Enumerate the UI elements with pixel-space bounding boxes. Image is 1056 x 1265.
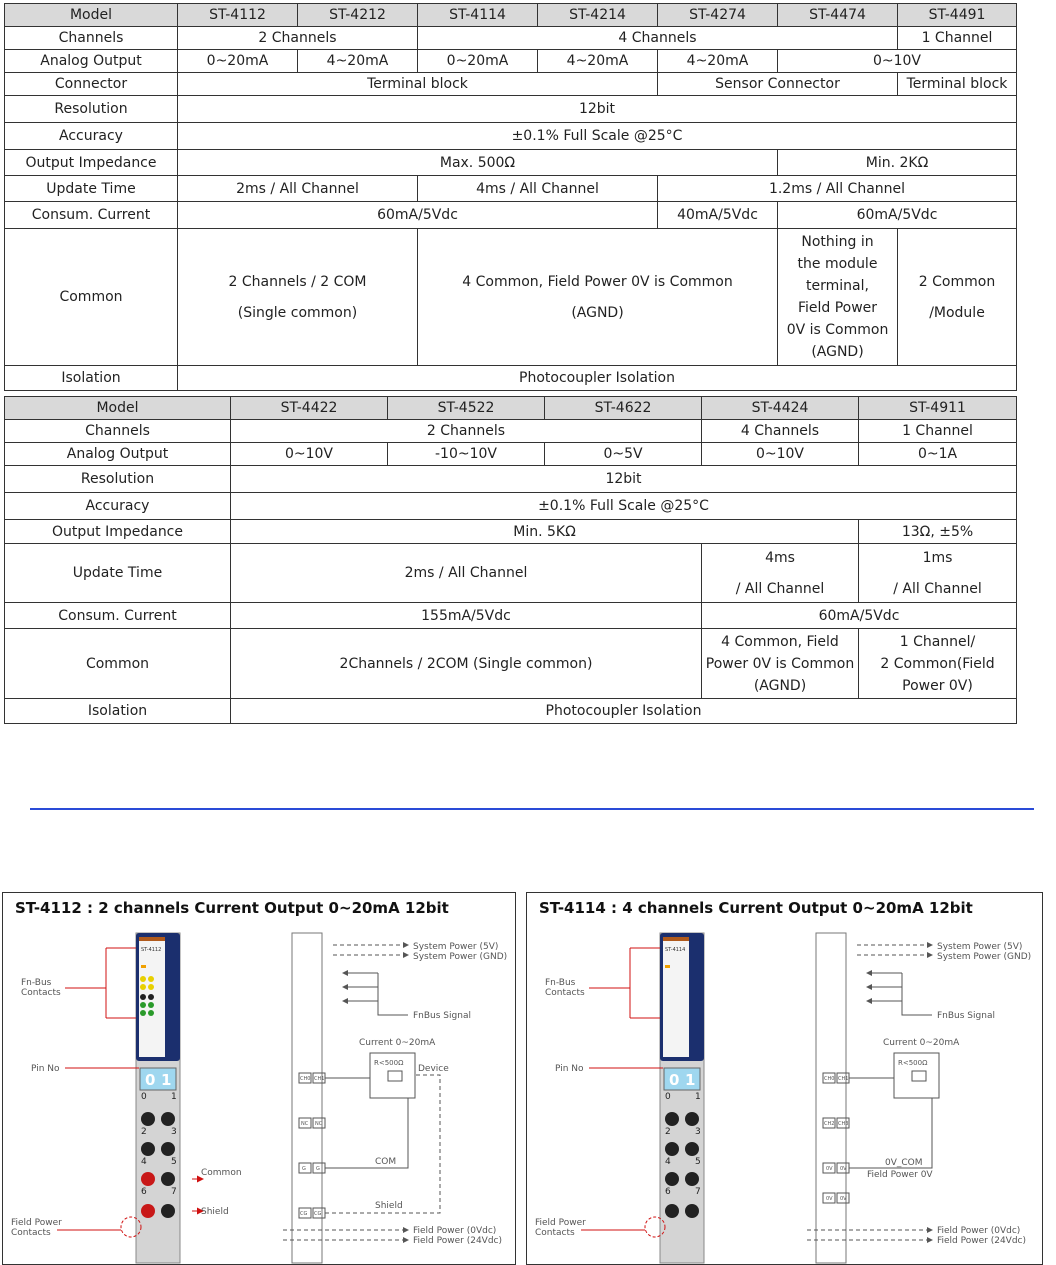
- cell-line: 1 Channel/: [899, 633, 976, 650]
- table-row: [5, 202, 1017, 229]
- cell: 12bit: [178, 96, 1017, 123]
- current-range-label: Current 0~20mA: [359, 1038, 436, 1048]
- cell-line: Nothing in: [801, 234, 874, 250]
- cell-line: the module: [797, 256, 878, 272]
- channel-digit: 0: [669, 1071, 680, 1089]
- section-divider: [30, 808, 1034, 810]
- terminal-label: 0V: [840, 1166, 847, 1172]
- model-cell: ST-4491: [898, 4, 1017, 27]
- cell: [178, 229, 418, 366]
- pin-number: 5: [171, 1157, 177, 1167]
- cell: 40mA/5Vdc: [658, 202, 778, 229]
- model-cell: ST-4911: [859, 397, 1017, 420]
- cell: [859, 629, 1017, 699]
- table-row: [5, 73, 1017, 96]
- cell-line: (AGND): [811, 344, 864, 360]
- field-power-0-label: Field Power (0Vdc): [413, 1226, 497, 1236]
- table-row: [5, 443, 1017, 466]
- model-cell: ST-4474: [778, 4, 898, 27]
- row-label: Isolation: [5, 366, 178, 391]
- cell: 13Ω, ±5%: [859, 520, 1017, 544]
- table-row: [5, 4, 1017, 27]
- model-cell: ST-4274: [658, 4, 778, 27]
- diagram-graphic: [3, 893, 515, 1264]
- table-row: [5, 96, 1017, 123]
- cell-line: Power 0V is Common: [705, 655, 855, 672]
- model-cell: ST-4114: [418, 4, 538, 27]
- cell: Terminal block: [178, 73, 658, 96]
- spec-table-1: [4, 3, 1017, 391]
- row-label: Connector: [5, 73, 178, 96]
- cell: Terminal block: [898, 73, 1017, 96]
- cell-line: 4 Common, Field Power 0V is Common: [462, 273, 733, 290]
- field-power-contacts-label: Contacts: [11, 1228, 51, 1238]
- cell: Sensor Connector: [658, 73, 898, 96]
- cell: 4~20mA: [298, 50, 418, 73]
- field-power-24-label: Field Power (24Vdc): [413, 1236, 502, 1246]
- table-row: [5, 366, 1017, 391]
- field-power-contacts-label: Contacts: [535, 1228, 575, 1238]
- cell: 60mA/5Vdc: [178, 202, 658, 229]
- cell: Photocoupler Isolation: [231, 699, 1017, 724]
- cell: [702, 544, 859, 603]
- model-cell: ST-4522: [388, 397, 545, 420]
- cell: Max. 500Ω: [178, 150, 778, 176]
- pin-number: 5: [695, 1157, 701, 1167]
- shield-line-label: Shield: [375, 1201, 403, 1211]
- cell: 2ms / All Channel: [231, 544, 702, 603]
- cell: 1 Channel: [859, 420, 1017, 443]
- cell: [702, 629, 859, 699]
- com-label: COM: [375, 1157, 397, 1167]
- pin-number: 7: [171, 1187, 177, 1197]
- device-label: Device: [418, 1064, 449, 1074]
- cell: [898, 229, 1017, 366]
- cell-line: 2 Channels / 2 COM: [228, 273, 367, 290]
- channel-digit: 1: [161, 1071, 172, 1089]
- cell-line: 4ms: [765, 549, 795, 566]
- terminal-label: 0V: [826, 1196, 833, 1202]
- pin-number: 4: [141, 1157, 147, 1167]
- common-label: Common: [201, 1168, 242, 1178]
- table-row: [5, 229, 1017, 366]
- model-cell: ST-4424: [702, 397, 859, 420]
- cell: 0~10V: [702, 443, 859, 466]
- wiring-diagram-st-4114: [526, 892, 1043, 1265]
- cell: 0~20mA: [418, 50, 538, 73]
- system-power-5v-label: System Power (5V): [413, 942, 499, 952]
- cell-line: 2 Common: [918, 273, 996, 290]
- table-row: [5, 699, 1017, 724]
- wiring-schematic: [807, 933, 1031, 1263]
- table-row: [5, 544, 1017, 603]
- channel-digit: 1: [685, 1071, 696, 1089]
- cell: Min. 5KΩ: [231, 520, 859, 544]
- cell: 0~10V: [231, 443, 388, 466]
- cell: [859, 544, 1017, 603]
- table-row: [5, 466, 1017, 493]
- diagram-title: ST-4114 : 4 channels Current Output 0~20mA 12bit: [539, 899, 973, 917]
- cell: 2Channels / 2COM (Single common): [231, 629, 702, 699]
- cell-line: 0V is Common: [786, 322, 889, 338]
- module-label: ST-4114: [665, 947, 686, 953]
- row-label: Common: [5, 629, 231, 699]
- fnbus-contacts-label: Fn-Bus: [545, 978, 576, 988]
- model-cell: ST-4422: [231, 397, 388, 420]
- cell: 1.2ms / All Channel: [658, 176, 1017, 202]
- ov-com-label: 0V_COM: [885, 1158, 923, 1168]
- cell-line: (Single common): [237, 304, 358, 321]
- row-label: Consum. Current: [5, 603, 231, 629]
- spec-table-2: [4, 396, 1017, 724]
- cell: 4 Channels: [418, 27, 898, 50]
- cell: 1 Channel: [898, 27, 1017, 50]
- table-row: [5, 603, 1017, 629]
- cell-line: (AGND): [571, 304, 624, 321]
- cell: 60mA/5Vdc: [702, 603, 1017, 629]
- cell-line: 1ms: [922, 549, 953, 566]
- cell: Min. 2KΩ: [778, 150, 1017, 176]
- model-cell: ST-4214: [538, 4, 658, 27]
- cell: [418, 229, 778, 366]
- shield-label: Shield: [201, 1207, 229, 1217]
- field-power-0-label: Field Power (0Vdc): [937, 1226, 1021, 1236]
- pin-number: 3: [695, 1127, 701, 1137]
- row-label: Resolution: [5, 466, 231, 493]
- pin-number: 1: [695, 1092, 701, 1102]
- fnbus-contacts-label: Contacts: [21, 988, 61, 998]
- table-row: [5, 123, 1017, 150]
- row-label: Resolution: [5, 96, 178, 123]
- cell: 60mA/5Vdc: [778, 202, 1017, 229]
- current-range-label: Current 0~20mA: [883, 1038, 960, 1048]
- pin-no-label: Pin No: [555, 1064, 584, 1074]
- pin-number: 2: [665, 1127, 671, 1137]
- model-cell: ST-4622: [545, 397, 702, 420]
- cell: 4ms / All Channel: [418, 176, 658, 202]
- table-row: [5, 420, 1017, 443]
- cell: 2ms / All Channel: [178, 176, 418, 202]
- field-power-contacts-label: Field Power: [11, 1218, 62, 1228]
- cell-line: 4 Common, Field: [721, 633, 839, 650]
- table-row: [5, 50, 1017, 73]
- fnbus-signal-label: FnBus Signal: [413, 1011, 471, 1021]
- cell: 4~20mA: [538, 50, 658, 73]
- terminal-label: CG: [300, 1211, 308, 1217]
- terminal-label: 0V: [826, 1166, 833, 1172]
- module-label: ST-4112: [141, 947, 162, 953]
- table-row: [5, 27, 1017, 50]
- terminal-label: CH1: [314, 1076, 325, 1082]
- row-label: Analog Output: [5, 443, 231, 466]
- cell: 4 Channels: [702, 420, 859, 443]
- wiring-diagram-st-4112: [2, 892, 516, 1265]
- terminal-label: CH3: [838, 1121, 849, 1127]
- row-label: Update Time: [5, 176, 178, 202]
- pin-number: 0: [665, 1092, 671, 1102]
- diagram-title: ST-4112 : 2 channels Current Output 0~20mA 12bit: [15, 899, 449, 917]
- row-label: Isolation: [5, 699, 231, 724]
- cell: -10~10V: [388, 443, 545, 466]
- row-label: Channels: [5, 27, 178, 50]
- field-power-contacts-label: Field Power: [535, 1218, 586, 1228]
- row-label: Accuracy: [5, 493, 231, 520]
- terminal-label: 0V: [840, 1196, 847, 1202]
- table-row: [5, 520, 1017, 544]
- cell: [778, 229, 898, 366]
- cell: 2 Channels: [178, 27, 418, 50]
- diagram-graphic: [527, 893, 1042, 1264]
- terminal-label: G: [316, 1166, 320, 1172]
- row-label: Analog Output: [5, 50, 178, 73]
- terminal-label: CH1: [838, 1076, 849, 1082]
- pin-number: 1: [171, 1092, 177, 1102]
- table-row: [5, 176, 1017, 202]
- table-row: [5, 493, 1017, 520]
- cell-line: / All Channel: [893, 580, 982, 597]
- row-label: Accuracy: [5, 123, 178, 150]
- terminal-label: CG: [314, 1211, 322, 1217]
- table-row: [5, 629, 1017, 699]
- row-label: Model: [5, 397, 231, 420]
- table-row: [5, 150, 1017, 176]
- row-label: Consum. Current: [5, 202, 178, 229]
- cell: 2 Channels: [231, 420, 702, 443]
- pin-number: 0: [141, 1092, 147, 1102]
- terminal-label: CH2: [824, 1121, 835, 1127]
- row-label: Common: [5, 229, 178, 366]
- cell-line: Field Power: [797, 300, 878, 316]
- row-label: Update Time: [5, 544, 231, 603]
- row-label: Channels: [5, 420, 231, 443]
- cell: 155mA/5Vdc: [231, 603, 702, 629]
- fnbus-contacts-label: Contacts: [545, 988, 585, 998]
- pin-number: 7: [695, 1187, 701, 1197]
- cell: 0~5V: [545, 443, 702, 466]
- pin-number: 2: [141, 1127, 147, 1137]
- row-label: Output Impedance: [5, 520, 231, 544]
- resistor-label: R<500Ω: [898, 1059, 928, 1067]
- terminal-label: G: [302, 1166, 306, 1172]
- row-label: Output Impedance: [5, 150, 178, 176]
- system-power-gnd-label: System Power (GND): [413, 952, 508, 962]
- pin-number: 3: [171, 1127, 177, 1137]
- cell: Photocoupler Isolation: [178, 366, 1017, 391]
- cell: ±0.1% Full Scale @25°C: [178, 123, 1017, 150]
- field-power-24-label: Field Power (24Vdc): [937, 1236, 1026, 1246]
- terminal-label: CH0: [300, 1076, 311, 1082]
- terminal-label: CH0: [824, 1076, 835, 1082]
- io-module: [136, 933, 180, 1263]
- pin-no-label: Pin No: [31, 1064, 60, 1074]
- pin-number: 6: [665, 1187, 671, 1197]
- resistor-label: R<500Ω: [374, 1059, 404, 1067]
- pin-number: 4: [665, 1157, 671, 1167]
- cell: 4~20mA: [658, 50, 778, 73]
- cell: 12bit: [231, 466, 1017, 493]
- model-cell: ST-4212: [298, 4, 418, 27]
- cell-line: /Module: [929, 304, 985, 321]
- channel-digit: 0: [145, 1071, 156, 1089]
- row-label: Model: [5, 4, 178, 27]
- wiring-schematic: [283, 933, 507, 1263]
- pin-number: 6: [141, 1187, 147, 1197]
- fnbus-signal-label: FnBus Signal: [937, 1011, 995, 1021]
- cell: 0~1A: [859, 443, 1017, 466]
- cell-line: Power 0V): [902, 677, 973, 694]
- cell: 0~10V: [778, 50, 1017, 73]
- field-power-0v-label: Field Power 0V: [867, 1170, 933, 1180]
- terminal-label: NC: [301, 1121, 309, 1127]
- cell-line: / All Channel: [735, 580, 825, 597]
- fnbus-contacts-label: Fn-Bus: [21, 978, 52, 988]
- cell-line: (AGND): [753, 677, 807, 694]
- cell: 0~20mA: [178, 50, 298, 73]
- system-power-gnd-label: System Power (GND): [937, 952, 1032, 962]
- terminal-label: NC: [315, 1121, 323, 1127]
- table-row: [5, 397, 1017, 420]
- io-module: [660, 933, 704, 1263]
- cell: ±0.1% Full Scale @25°C: [231, 493, 1017, 520]
- cell-line: 2 Common(Field: [880, 655, 995, 672]
- model-cell: ST-4112: [178, 4, 298, 27]
- system-power-5v-label: System Power (5V): [937, 942, 1023, 952]
- cell-line: terminal,: [806, 278, 869, 294]
